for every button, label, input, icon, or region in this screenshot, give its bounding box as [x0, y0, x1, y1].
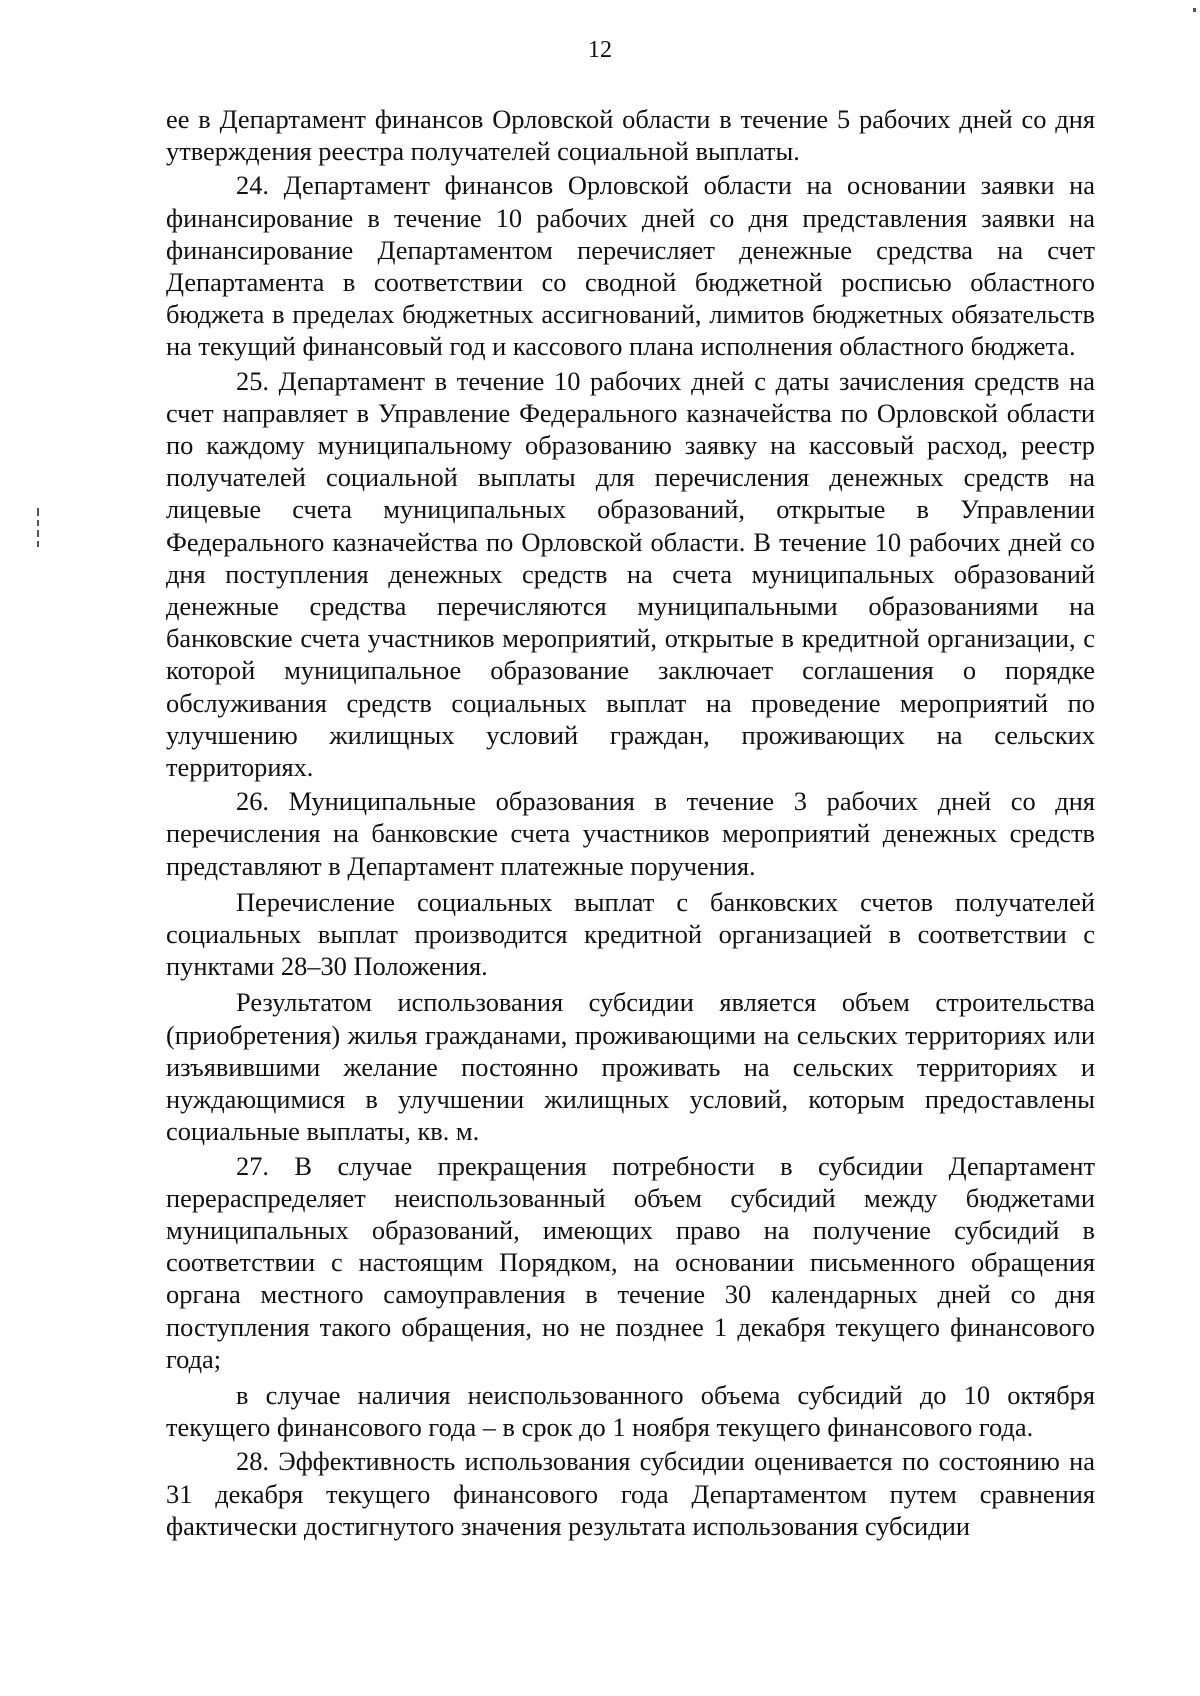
paragraph-transfer-of-payments: Перечисление социальных выплат с банковских счетов получателей социальных выплат производится кредитной организацией в соответствии с пунктами 28–30 Положения.: [166, 886, 1095, 982]
paragraph-26: 26. Муниципальные образования в течение 3 рабочих дней со дня перечисления на банковские счета участников мероприятий денежных средств представляют в Департамент платежные поручения.: [166, 786, 1095, 881]
paragraph-25: 25. Департамент в течение 10 рабочих дней с даты зачисления средств на счет направляет в Управление Федерального казначейства по Орловской области по каждому муниципальному образованию заявку на кассовый расход, реестр получателей социальной выплаты для перечисления денежных средств на лицевые счета муниципальных образований, открытые в Управлении Федерального казначейства по Орловской области. В течение 10 рабочих дней со дня поступления денежных средств на счета муниципальных образований денежные средства перечисляются муниципальными образованиями на банковские счета участников мероприятий, открытые в кредитной организации, с которой муниципальное образование заключает соглашения о порядке обслуживания средств социальных выплат на проведение мероприятий по улучшению жилищных условий граждан, проживающих на сельских территориях.: [166, 365, 1095, 783]
page-number: 12: [588, 37, 612, 63]
paragraph-27: 27. В случае прекращения потребности в субсидии Департамент перераспределяет неиспользованный объем субсидий между бюджетами муниципальных образований, имеющих право на получение субсидий в соответствии с настоящим Порядком, на основании письменного обращения органа местного самоуправления в течение 30 календарных дней со дня поступления такого обращения, но не позднее 1 декабря текущего финансового года;: [166, 1150, 1095, 1374]
paragraph-subsidy-result: Результатом использования субсидии является объем строительства (приобретения) жилья гражданами, проживающими на сельских территориях или изъявившими желание постоянно проживать на сельских территориях и нуждающимися в улучшении жилищных условий, которым предоставлены социальные выплаты, кв. м.: [166, 987, 1095, 1147]
paragraph-continuation: ее в Департамент финансов Орловской области в течение 5 рабочих дней со дня утверждения реестра получателей социальной выплаты.: [166, 104, 1095, 167]
paragraph-28: 28. Эффективность использования субсидии оценивается по состоянию на 31 декабря текущего финансового года Департаментом путем сравнения фактически достигнутого значения результата использования субсидии: [166, 1446, 1095, 1541]
paragraph-unused-subsidy: в случае наличия неиспользованного объема субсидий до 10 октября текущего финансового года – в срок до 1 ноября текущего финансового года.: [166, 1379, 1095, 1443]
scan-artifact: [1193, 8, 1196, 12]
scan-artifact: [37, 508, 39, 516]
scan-artifact: [37, 520, 39, 526]
scan-artifact: [37, 530, 39, 537]
scan-artifact: [37, 541, 39, 547]
document-body: [166, 103, 1095, 1544]
paragraph-24: 24. Департамент финансов Орловской области на основании заявки на финансирование в течение 10 рабочих дней со дня представления заявки на финансирование Департаментом перечисляет денежные средства на счет Департамента в соответствии со сводной бюджетной росписью областного бюджета в пределах бюджетных ассигнований, лимитов бюджетных обязательств на текущий финансовый год и кассового плана исполнения областного бюджета.: [166, 170, 1095, 362]
